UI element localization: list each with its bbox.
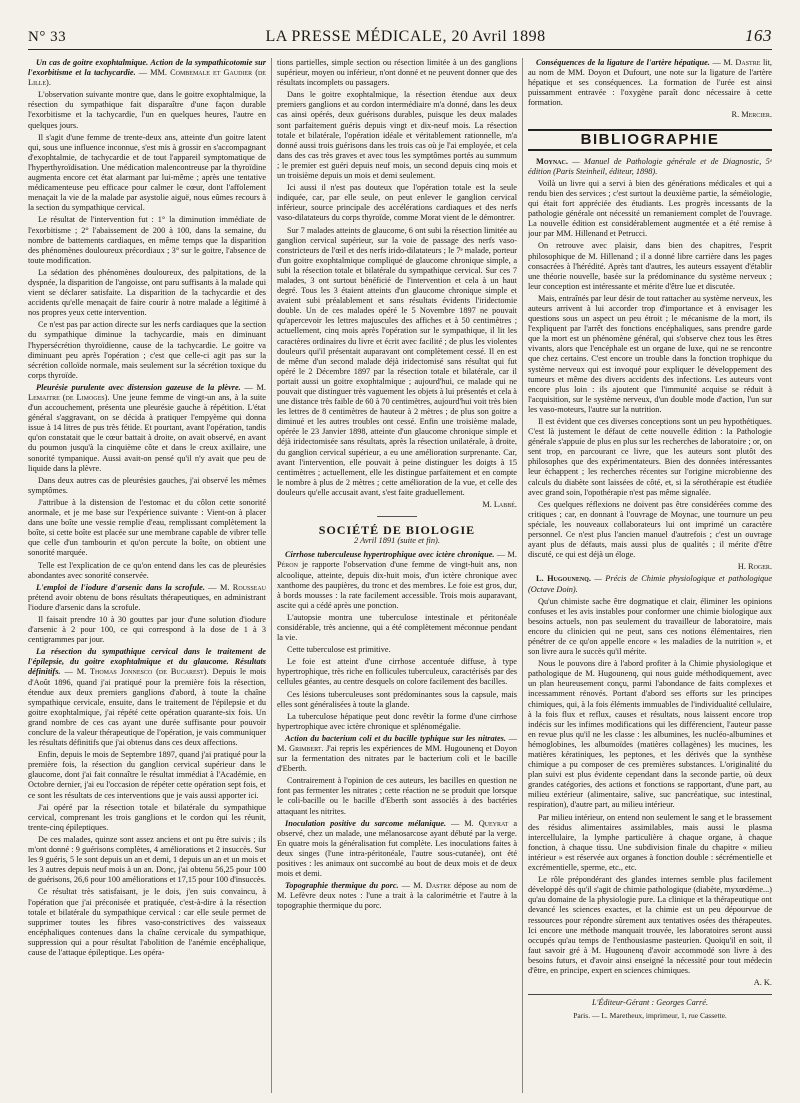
abstract-porc — [277, 881, 517, 911]
paragraph: Dans deux autres cas de pleurésies gauches, j'ai observé les mêmes symptômes. — [28, 475, 266, 495]
abstract-authors: — M. Thomas Jonnesco (de Bucarest). — [64, 667, 209, 677]
paragraph: On retrouve avec plaisir, dans bien des chapitres, l'esprit philosophique de M. Hillenand ; il a donné libre carrière dans les pages consacrées à l'hérédité. Après tant d'autres, les auteurs essayent d'établir une théorie nouvelle, basée sur la prédominance du système nerveux ; leur conception est intéressante et mérite d'être lue et discutée. — [528, 241, 772, 291]
paragraph: Il s'agit d'une femme de trente-deux ans, atteinte d'un goitre latent qui, sous une influence inconnue, s'est mis à grossir en s'accompagnant d'exophtalmie, de tachycardie et de tout l'appareil symptomatique de l'hyperthyroïdisation. Une médication malencontreuse par la thyroïdine augmenta encore cet état alarmant par lui-même ; après une tentative médicamenteuse peu efficace pour calmer le cœur, dont l'affolement menaçait la vie de la malade par asystolie aiguë, nous eûmes recours à la section du sympathique cervical. — [28, 132, 266, 213]
paragraph: Ce résultat très satisfaisant, je le dois, j'en suis convaincu, à l'opération que j'ai préconisée et pratiquée, c'est-à-dire à la résection totale et bilatérale du sympathique cervical : car elle seule permet de supprimer toutes les fibres vaso-constrictives des vaisseaux encéphaliques contenues dans la chaîne cervicale du sympathique, suppression qui a pour résultat l'abolition de l'anémie encéphalique, cause de l'attaque épileptique. Les opéra- — [28, 887, 266, 957]
paragraph: Cette tuberculose est primitive. — [287, 645, 391, 655]
abstract-authors: — M. Dastre — [712, 58, 761, 67]
review-author: Moynac. — [536, 156, 568, 166]
paragraph: Le rôle prépondérant des glandes internes semble plus facilement développé dès qu'il s'agit de chimie pathologique (diabète, myxœdème...) qu'au domaine de la physiologie pure. La clinique et la thérapeutique ont devancé les sciences exactes, et la chimie est un peu dépourvue de ressources pour répondre sûrement aux tentatives osées des thérapeutes. Ici encore une méthode manquait trouvée, les laboratoires seront aussi occupés qu'au temps de l'enthousiasme pasteurien. Quoiqu'il en soit, il faut savoir gré à M. Hugounenq d'avoir accommodé son livre à des besoins futurs, et d'avoir ainsi enseigné la nécessité pour tout médecin d'être, en principe, expert en sciences chimiques. — [528, 875, 772, 975]
printer-line: Paris. — L. Maretheux, imprimeur, 1, rue Cassette. — [573, 1011, 727, 1021]
masthead — [28, 26, 772, 50]
abstract-sympathique — [28, 647, 266, 748]
abstract-authors: — M. Péron — [277, 550, 517, 570]
paragraph: Qu'un chimiste sache être dogmatique et clair, éliminer les opinions confuses et les avis instables pour conformer une chimie biologique aux besoins actuels, non pas seulement du travailleur de laboratoire, mais encore du clinicien qui ne peut, sans ces notions élémentaires, rien pénétrer de ce qu'on appelle encore « les maladies de la nutrition », et son livre aura le succès qu'il mérite. — [528, 596, 772, 657]
paragraph: Il est évident que ces diverses conceptions sont un peu hypothétiques. C'est là justement le défaut de cette nouvelle édition : la Pathologie générale s'appuie de plus en plus sur les recherches de laboratoire ; or, on sent trop, en parcourant ce livre, que les auteurs sont plutôt des philosophes que des expérimentateurs. Bien des données intéressantes leur échappent ; les recherches récentes sur l'origine microbienne des calculs du diabète sont laissées de côté, et, si la sérothérapie est étudiée avec grand soin, l'opothérapie n'est pas même signalée. — [528, 417, 772, 497]
review-reference: — Manuel de Pathologie générale et de Diagnostic, 5ᵉ édition (Paris Steinheil, éditeur, 1898). — [528, 156, 772, 176]
review-reference: — Précis de Chimie physiologique et pathologique (Octave Doin). — [528, 574, 772, 594]
paragraph: Voilà un livre qui a servi à bien des générations médicales et qui a rendu bien des services ; c'est surtout la deuxième partie, la séméiologie, qui était fort appréciée des étudiants. Les progrès incessants de la pathologie générale ont nécessité un remaniement complet de l'ouvrage. La nouvelle édition est considérablement augmentée et a été remise à jour par MM. Hillenand et Petrucci. — [528, 178, 772, 239]
abstract-ligature — [528, 58, 772, 108]
abstract-heading: L'emploi de l'iodure d'arsenic dans la scrofule. — [36, 582, 205, 592]
abstract-authors: — MM. Combemale et Gaudier (de Lille). — [28, 68, 266, 88]
abstract-heading: La résection du sympathique cervical dans le traitement de l'épilepsie, du goitre exophtalmique et du glaucome. Résultats définitifs. — [28, 647, 266, 677]
paragraph: L'observation suivante montre que, dans le goitre exophtalmique, la résection du sympathique fait disparaître d'une façon durable l'exorbitisme et la tachycardie, l'un en quelques heures, l'autre en quelques jours. — [28, 90, 266, 130]
abstract-heading: Topographie thermique du porc. — [285, 881, 399, 891]
abstract-goitre — [28, 58, 266, 88]
paragraph: Contrairement à l'opinion de ces auteurs, les bacilles en question ne font pas fermenter les nitrates ; cette réaction ne se produit que lorsque le coli-bacille ou le bacille d'Eberth sont associés à des bactéries attaquant les nitrites. — [277, 776, 517, 816]
paragraph: prétend avoir obtenu de bons résultats thérapeutiques, en administrant l'iodure d'arsenic dans la scrofule. — [28, 592, 266, 612]
paragraph: Ces lésions tuberculeuses sont prédominantes sous la capsule, mais elles sont généralisées à toute la glande. — [277, 689, 517, 709]
paragraph: Nous le pouvons dire à l'abord profiter à la Chimie physiologique et pathologique de M. Hugounenq, qui nous guide méthodiquement, avec un plan heureusement conçu, parmi l'abondance de faits complexes et incessamment rénovés. Portant d'abord ses efforts sur les principes chimiques, qui, à la fois éléments immuables de l'individualité cellulaire, à la fois flux et reflux, causes et résultats, nous laissent encore trop indécis sur les infimes modifications qui les différencient, l'auteur passe en revue plus qu'il ne les classe : les albumines, les nucléo-albumines et hémoglobines, les albumoïdes (matières collagènes) les mucines, les matières kératiniques, les peptones, et les dérivés que la synthèse chimique a pu composer de ces premières substances. L'originalité du plan suivi est plus évidente cependant dans la seconde partie, où deux grandes catégories, des actions et fonctions se rapportant, d'une part, au milieu extérieur (alimentaire, salive, suc pancréatique, suc intestinal, respiration), d'autre part, au milieu intérieur. — [528, 659, 772, 810]
author-signature: H. Roger. — [737, 562, 772, 572]
paragraph: L'autopsie montra une tuberculose intestinale et péritonéale considérable, très ancienne, qui a été complètement méconnue pendant la vie. — [277, 612, 517, 643]
paragraph: je rapporte l'observation d'une femme de vingt-huit ans, non alcoolique, atteinte, depuis dix-huit mois, d'un ictère chronique avec xanthome des paupières, du tronc et des membres. Le foie est gros, dur, à bords mousses : la rate facilement accessible. Trois mois auparavant, ascite qui a cédé après une ponction. — [277, 560, 517, 610]
paragraph: a observé, chez un malade, une mélanosarcose ayant débuté par la verge. En quatre mois la généralisation fut complète. Les inoculations faites à deux singes (l'une intra-péritonéale, l'autre sous-cutanée), ont été positives : les animaux ont succombé au bout de deux mois et de deux mois et demi. — [277, 818, 517, 879]
author-signature: A. K. — [753, 978, 772, 988]
paragraph: Une jeune femme de vingt-un ans, à la suite d'un accouchement, présenta une pleurésie gauche à répétition. L'état général s'aggravant, on se décida à pratiquer l'empyème qui donna issue à 14 litres de pus très fétide. Et pourtant, avant l'opération, tandis qu'on constatait que le cœur battait à droite, on avait observé, en avant du poumon jusqu'à la cinquième côte et dans le creux axillaire, une sonorité tympanique. Aussi avait-on pensé qu'il n'y avait que peu de liquide dans la plèvre. — [28, 393, 266, 473]
abstract-heading: Cirrhose tuberculeuse hypertrophique avec ictère chronique. — [285, 550, 495, 560]
abstract-authors: — M. Lemaitre (de Limoges). — [28, 382, 266, 402]
author-signature: M. Labbé. — [482, 500, 517, 510]
bibliographie-heading: BIBLIOGRAPHIE — [528, 129, 772, 151]
abstract-iodure — [28, 583, 266, 613]
section-divider — [377, 516, 417, 517]
column-left — [28, 58, 266, 1098]
column-divider — [271, 58, 272, 1093]
paragraph: Le foie est atteint d'une cirrhose accentuée diffuse, à type hypertrophique, très riche en follicules tuberculeux, caractérisés par des cellules géantes, au centre desquels on colore facilement des bacilles. — [277, 657, 517, 687]
paragraph: De ces malades, quinze sont assez anciens et ont pu être suivis ; ils m'ont donné : 9 guérisons complètes, 4 améliorations et 2 insuccès. Sur les 9 guéris, 5 le sont depuis un an et demi, 1 depuis un an et un mois et les 3 autres depuis neuf mois à un an. Donc, j'ai obtenu 56,25 pour 100 de guérisons, 26,6 pour 100 améliorations et 17,15 pour 100 d'insuccès. — [28, 834, 266, 885]
publisher-line: L'Éditeur-Gérant : Georges Carré. — [528, 994, 772, 1008]
abstract-authors: — M. Rousseau — [208, 582, 266, 592]
paragraph: Ce n'est pas par action directe sur les nerfs cardiaques que la section du sympathique diminue la tachycardie, mais en diminuant l'hypersécrétion thyroïdienne, cause de la tachycardie. Le goitre va diminuant peu après l'opération ; c'est que celle-ci agit pas sur la sécrétion colloïde normale, mais seulement sur la sécrétion toxique du corps thyroïde. — [28, 320, 266, 380]
paragraph: J'attribue à la distension de l'estomac et du côlon cette sonorité anormale, et je me base sur l'expérience suivante : Vient-on à placer dans une boîte une vessie remplie d'eau, remplissant complètement la boîte, si cette boîte est placée sur une membrane capable de vibrer telle que celle d'un tambourin et qu'on percute la boîte, on obtient une sonorité marquée. — [28, 497, 266, 558]
abstract-heading: Conséquences de la ligature de l'artère hépatique. — [536, 58, 710, 67]
abstract-heading: Inoculation positive du sarcome mélanique. — [285, 818, 447, 828]
paragraph: J'ai repris les expériences de MM. Hugounenq et Doyon sur la fermentation des nitrates par le bacterium coli et le bacille d'Eberth. — [277, 744, 517, 774]
abstract-sarcome — [277, 819, 517, 880]
paragraph: Il faisait prendre 10 à 30 gouttes par jour d'une solution d'iodure d'arsenic à 2 pour 100, ce qui correspond à la dose de 1 à 3 centigrammes par jour. — [28, 614, 266, 645]
column-divider — [522, 58, 523, 1093]
paragraph: Telle est l'explication de ce qu'on entend dans les cas de pleurésies abondantes avec sonorité conservée. — [28, 560, 266, 580]
page-number: 163 — [745, 26, 772, 45]
abstract-cirrhose — [277, 550, 517, 611]
abstract-bacterium — [277, 734, 517, 774]
abstract-authors: — M. Grimbert. — [277, 733, 517, 753]
abstract-heading: Action du bacterium coli et du bacille typhique sur les nitrates. — [285, 733, 506, 743]
paragraph: La sédation des phénomènes douloureux, des palpitations, de la dyspnée, la disparition de l'angoisse, ont paru suffisants à la malade qui vient se déclarer satisfaite. La disparition de la tachycardie et des accidents qu'elle menaçait de faire courir à notre malade a légitimé à nos propres yeux cette intervention. — [28, 267, 266, 318]
paragraph: Mais, entraînés par leur désir de tout rattacher au système nerveux, les auteurs arrivent à lui accorder trop d'importance et à envisager les questions sous un aspect un peu étroit ; le mécanisme de la mort, ils l'expliquent par l'arrêt des fonctions encéphaliques, sans prendre garde que la mort est un phénomène général, qui s'observe chez tous les êtres vivants, alors que l'encéphale est un organe de luxe, qui ne se rencontre que chez certains. C'est encore un trouble dans la fonction trophique du système nerveux qui est invoqué pour expliquer le développement des tumeurs et même des divers accidents des infections. Les auteurs vont encore plus loin : ils ajoutent que l'immunité acquise se réduit à l'acquisition, sur le système nerveux, d'un double mode d'action, l'un sur les vaso-moteurs, l'autre sur la nutrition. — [528, 293, 772, 414]
abstract-authors: — M. Queyrat — [451, 818, 509, 828]
paragraph: Le résultat de l'intervention fut : 1° la diminution immédiate de l'exorbitisme ; 2° l'abaissement de 200 à 100, dans la semaine, du nombre de battements cardiaques, en même temps que la disparition des phénomènes douloureux précordiaux ; 3° sur le goitre, l'absence de toute modification. — [28, 215, 266, 265]
abstract-pleuresie — [28, 383, 266, 474]
paragraph: Depuis le mois d'Août 1896, quand j'ai pratiqué pour la première fois la résection, étendue aux deux premiers ganglions d'abord, à toute la chaîne sympathique cervicale, ensuite, dans le traitement de l'épilepsie et du goitre exophtalmique, j'ai répété cette opération quarante-six fois. Un grand nombre de ces cas ayant une durée suffisante pour pouvoir conclure de la valeur thérapeutique de l'opération, je vais communiquer les résultats définitifs que j'ai obtenus dans ces deux affections. — [28, 667, 266, 748]
paragraph: Ces quelques réflexions ne doivent pas être considérées comme des critiques ; car, en donnant à l'ouvrage de Moynac, une tournure un peu spéciale, les nouveaux collaborateurs lui ont imprimé un caractère personnel. Ce n'est plus l'ancien manuel d'autrefois ; c'est un ouvrage ayant plus de défauts, mais aussi plus de qualités ; il mérite d'être discuté, ce qui est déjà un éloge. — [528, 499, 772, 560]
review-author: L. Hugounenq. — [536, 574, 591, 584]
paragraph: J'ai opéré par la résection totale et bilatérale du sympathique cervical, comprenant les trois ganglions et le cordon qui les réunit, trente-cinq épileptiques. — [28, 802, 266, 832]
paragraph: La tuberculose hépatique peut donc revêtir la forme d'une cirrhose hypertrophique avec ictère chronique et splénomégalie. — [277, 711, 517, 731]
paragraph: Enfin, depuis le mois de Septembre 1897, quand j'ai pratiqué pour la première fois, la résection du ganglion cervical supérieur dans le glaucome, dont j'ai fait connaître le résultat immédiat à l'Académie, en Octobre dernier, j'ai eu l'occasion de répéter cette opération sept fois, et ce sont les résultats de ces interventions que je vais aussi apporter ici. — [28, 750, 266, 800]
paragraph: Dans le goitre exophtalmique, la résection étendue aux deux premiers ganglions et au cordon intermédiaire m'a donné, dans les deux cas ainsi opérés, deux guérisons durables, puisque les deux malades sont parfaitement guéris depuis vingt et dix-neuf mois. La résection totale et bilatérale, l'opération idéale et véritablement rationnelle, m'a donné aussi trois guérisons dans les trois cas où je l'ai employée, et cela dans des cas très graves et avec tous les symptômes portés au summum ; le premier est guéri depuis neuf mois, un second depuis cinq mois et un troisième depuis un mois et demi seulement. — [277, 90, 517, 181]
journal-title-date: LA PRESSE MÉDICALE, 20 Avril 1898 — [265, 28, 546, 45]
paragraph: tions partielles, simple section ou résection limitée à un des ganglions supérieur, moyen ou inférieur, n'ont donné et ne peuvent donner que des résultats incomplets ou passagers. — [277, 58, 517, 88]
abstract-heading: Un cas de goitre exophtalmique. Action de la sympathicotomie sur l'exorbitisme et la tachycardie. — [28, 58, 266, 78]
section-date: 2 Avril 1891 (suite et fin). — [354, 536, 440, 546]
paragraph: Ici aussi il n'est pas douteux que l'opération totale est la seule indiquée, car, par elle seule, on peut enlever le ganglion cervical inférieur, source principale des accélérations cardiaques et des nerfs vaso-dilatateurs du corps thyroïde, comme Morat vient de le démontrer. — [277, 183, 517, 223]
column-right — [528, 58, 772, 1098]
abstract-authors: — M. Dastre — [401, 881, 451, 891]
review-moynac — [528, 157, 772, 177]
section-title: SOCIÉTÉ DE BIOLOGIE — [318, 523, 476, 538]
column-middle — [277, 58, 517, 1098]
review-hugounenq — [528, 574, 772, 594]
author-signature: R. Mercier. — [731, 110, 772, 120]
paragraph: dépose au nom de M. Lefèvre deux notes : l'une a trait à la calorimétrie et l'autre à la topographie thermique du porc. — [277, 881, 517, 911]
issue-number: N° 33 — [28, 29, 67, 45]
abstract-heading: Pleurésie purulente avec distension gazeuse de la plèvre. — [36, 382, 241, 392]
paragraph: Sur 7 malades atteints de glaucome, 6 ont subi la résection limitée au ganglion cervical supérieur, sur la voie de passage des nerfs vaso-constricteurs de l'œil et des nerfs irido-dilatateurs ; le 7ᵉ malade, porteur d'un goitre exophtalmique compliqué de glaucome chronique simple, a subi la résection totale et bilatérale du sympathique cervical. Sur ces 7 malades, 3 ont surtout bénéficié de l'intervention et cela à un haut degré. Tous les 3 étaient atteints d'un glaucome chronique simple et avaient subi préalablement et sans résultats évidents l'iridectomie double. Un de ces malades opéré le 5 Novembre 1897 ne pouvait qu'apercevoir les lettres majuscules des affiches et à 50 centimètres ; actuellement, cinq mois après l'opération sur le sympathique, il lit les caractères ordinaires du livre et écrit avec facilité ; de plus les violentes douleurs qui'il présentait auparavant ont complètement cessé. Il en est de même d'un second malade déjà iridectomisé sans résultat qui fut opéré le 2 Décembre 1897 par la résection totale et bilatérale, car il portait aussi un goitre exophtalmique ; aujourd'hui, ce malade qui ne pouvait que distinguer très vaguement les objets à lui présentés et cela à une distance très faible de 60 à 70 centimètres, aujourd'hui voit très bien les lettres de 8 centimètres de hauteur à 2 mètres ; de plus son goitre a diminué et les autres troubles ont cessé. Enfin une troisième malade, opérée le 23 Janvier 1898, atteinte d'un glaucome chronique simple et déjà iridectomisée sans résultats, après la résection unilatérale, à droite, du ganglion cervical supérieur, a eu une amélioration surprenante. Car, avant l'intervention, elle pouvait à peine distinguer les doigts à 15 centimètres ; actuellement, elle les distingue parfaitement et en compte le nombre à plus de 2 mètres ; cette amélioration de la vue, et celle des douleurs qu'elle accusait avant, s'est faite graduellement. — [277, 225, 517, 497]
paragraph: Par milieu intérieur, on entend non seulement le sang et le brassement des résidus alimentaires assimilables, mais aussi le plasma intercellulaire, la lymphe particulière à chaque organe, à chaque fonction, à chaque tissu. Une subdivision finale du chapitre « milieu intérieur » est réservée aux organes à fonction double : sécrémentielle et excrémentielle, sperme, etc., etc. — [528, 812, 772, 873]
paragraph: lit, au nom de MM. Doyon et Dufourt, une note sur la ligature de l'artère hépatique et ses conséquences. La formation de l'urée est ainsi puissamment entravée : l'oxygène paraît donc nécessaire à cette formation. — [528, 58, 772, 108]
